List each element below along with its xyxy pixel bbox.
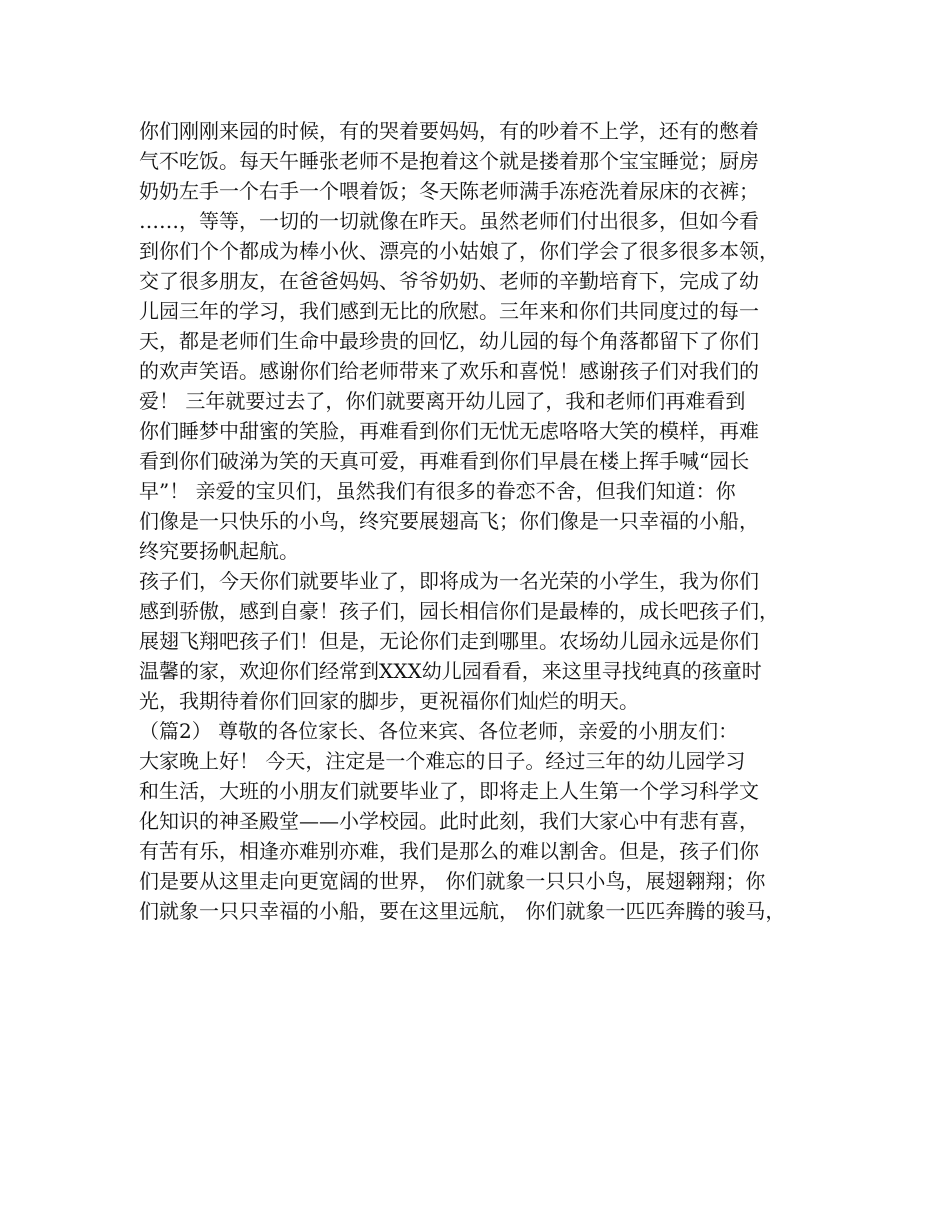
text-line: 光，我期待着你们回家的脚步，更祝福你们灿烂的明天。	[139, 689, 639, 713]
text-line: 气不吃饭。每天午睡张老师不是抱着这个就是搂着那个宝宝睡觉；厨房	[139, 149, 759, 173]
text-line: 大家晚上好！ 今天，注定是一个难忘的日子。经过三年的幼儿园学习	[139, 749, 746, 773]
text-line: 交了很多朋友，在爸爸妈妈、爷爷奶奶、老师的辛勤培育下，完成了幼	[139, 269, 759, 293]
text-line: 看到你们破涕为笑的天真可爱，再难看到你们早晨在楼上挥手喊“园长	[139, 449, 750, 473]
text-line: 们就象一只只幸福的小船，要在这里远航， 你们就象一匹匹奔腾的骏马，	[139, 899, 786, 923]
text-line: 和生活，大班的小朋友们就要毕业了，即将走上人生第一个学习科学文	[139, 779, 759, 803]
text-line: 儿园三年的学习，我们感到无比的欣慰。三年来和你们共同度过的每一	[139, 299, 759, 323]
text-line: （篇2） 尊敬的各位家长、各位来宾、各位老师，亲爱的小朋友们：	[139, 719, 739, 743]
text-line: 有苦有乐，相逢亦难别亦难，我们是那么的难以割舍。但是，孩子们你	[139, 839, 759, 863]
text-line: 感到骄傲，感到自豪！孩子们，园长相信你们是最棒的，成长吧孩子们，	[139, 599, 779, 623]
text-line: 的欢声笑语。感谢你们给老师带来了欢乐和喜悦！感谢孩子们对我们的	[139, 359, 759, 383]
text-line: 化知识的神圣殿堂——小学校园。此时此刻，我们大家心中有悲有喜，	[139, 809, 759, 833]
text-line: 你们刚刚来园的时候，有的哭着要妈妈，有的吵着不上学，还有的憋着	[139, 119, 759, 143]
text-line: ……，等等，一切的一切就像在昨天。虽然老师们付出很多，但如今看	[139, 209, 759, 233]
text-line: 们是要从这里走向更宽阔的世界， 你们就象一只只小鸟，展翅翱翔；你	[139, 869, 766, 893]
text-line: 温馨的家，欢迎你们经常到XXX幼儿园看看，来这里寻找纯真的孩童时	[139, 659, 762, 683]
text-line: 们像是一只快乐的小鸟，终究要展翅高飞；你们像是一只幸福的小船，	[139, 509, 759, 533]
text-line: 早”！ 亲爱的宝贝们，虽然我们有很多的眷恋不舍，但我们知道：你	[139, 479, 736, 503]
text-line: 爱！ 三年就要过去了，你们就要离开幼儿园了，我和老师们再难看到	[139, 389, 746, 413]
text-line: 你们睡梦中甜蜜的笑脸，再难看到你们无忧无虑咯咯大笑的模样，再难	[139, 419, 759, 443]
text-line: 奶奶左手一个右手一个喂着饭；冬天陈老师满手冻疮洗着尿床的衣裤；	[139, 179, 759, 203]
text-line: 天，都是老师们生命中最珍贵的回忆，幼儿园的每个角落都留下了你们	[139, 329, 759, 353]
text-line: 展翅飞翔吧孩子们！但是，无论你们走到哪里。农场幼儿园永远是你们	[139, 629, 759, 653]
text-line: 到你们个个都成为棒小伙、漂亮的小姑娘了，你们学会了很多很多本领，	[139, 239, 779, 263]
text-line: 终究要扬帆起航。	[139, 539, 299, 563]
text-line: 孩子们，今天你们就要毕业了，即将成为一名光荣的小学生，我为你们	[139, 569, 759, 593]
document-text	[139, 116, 829, 926]
